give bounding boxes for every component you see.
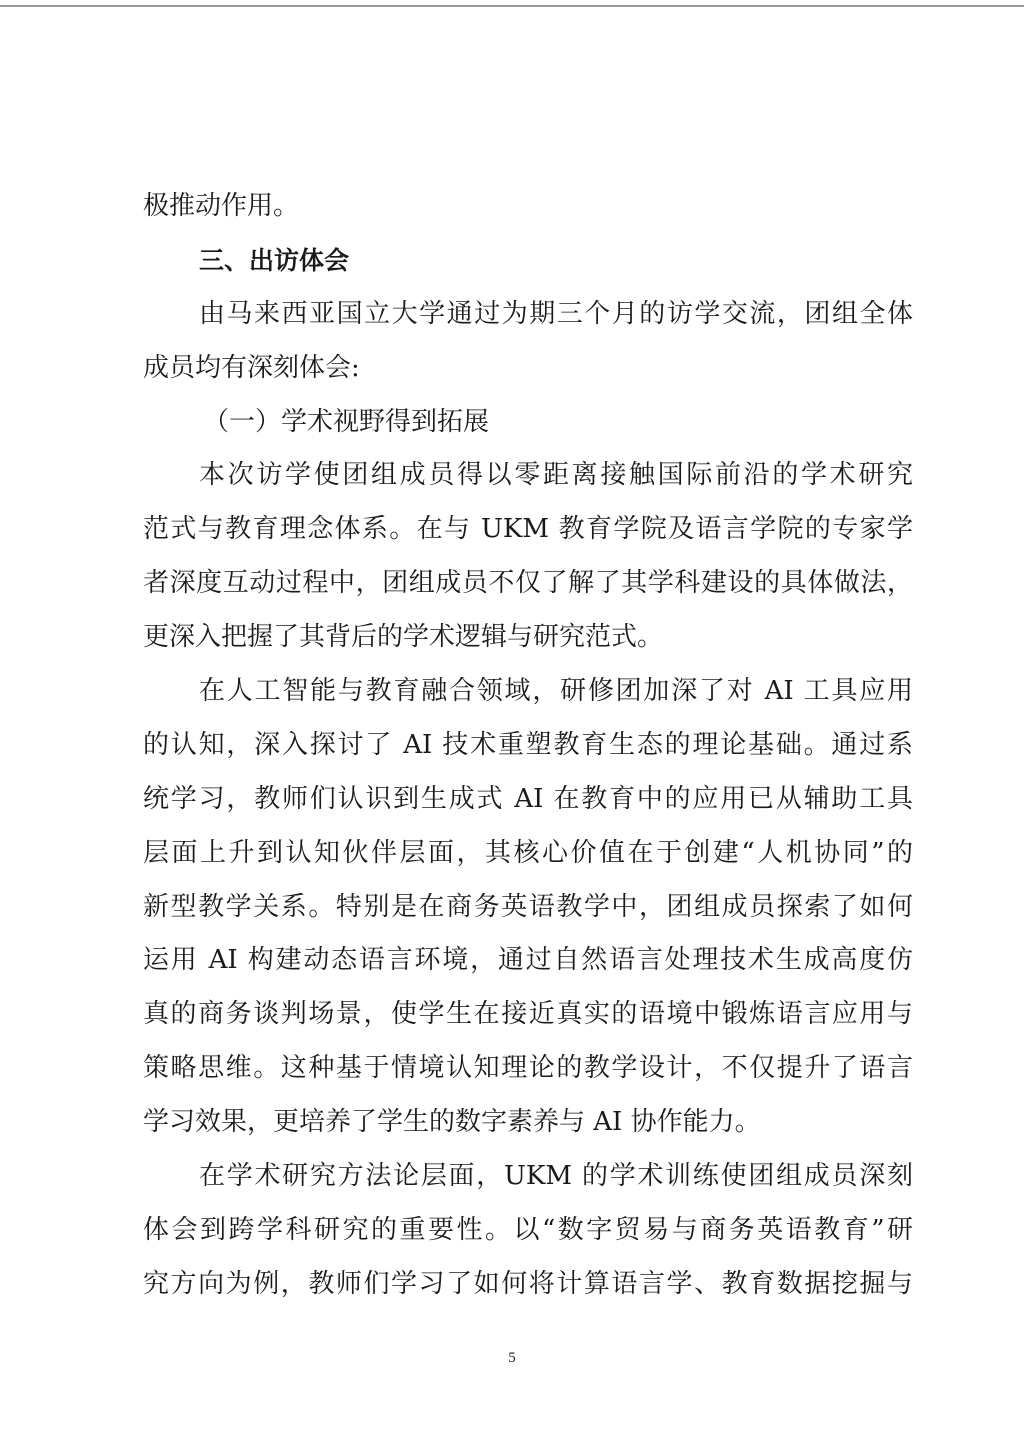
paragraph-line xyxy=(143,1042,913,1096)
paragraph-line xyxy=(143,719,913,773)
paragraph-line xyxy=(143,1258,913,1312)
line-text: 的认知，深入探讨了 AI 技术重塑教育生态的理论基础。通过系 xyxy=(143,729,913,760)
line-text: 成员均有深刻体会: xyxy=(143,352,360,383)
paragraph-line xyxy=(143,557,913,611)
line-text: 层面上升到认知伙伴层面，其核心价值在于创建“人机协同”的 xyxy=(143,837,913,868)
line-text: 本次访学使团组成员得以零距离接触国际前沿的学术研究 xyxy=(199,460,913,491)
line-text: 体会到跨学科研究的重要性。以“数字贸易与商务英语教育”研 xyxy=(143,1214,913,1245)
line-text: 策略思维。这种基于情境认知理论的教学设计，不仅提升了语言 xyxy=(143,1053,913,1084)
line-text: 在人工智能与教育融合领域，研修团加深了对 AI 工具应用 xyxy=(199,676,913,707)
top-border-line xyxy=(0,5,1024,7)
paragraph-line xyxy=(143,773,913,827)
paragraph-line xyxy=(143,934,913,988)
line-text: 运用 AI 构建动态语言环境，通过自然语言处理技术生成高度仿 xyxy=(143,945,913,976)
subsection-heading xyxy=(143,396,913,450)
line-text: 范式与教育理念体系。在与 UKM 教育学院及语言学院的专家学 xyxy=(143,514,913,545)
paragraph-line xyxy=(143,988,913,1042)
paragraph-line xyxy=(143,503,913,557)
paragraph-line xyxy=(143,180,913,234)
section-heading xyxy=(143,234,913,288)
page-number: 5 xyxy=(508,1350,516,1366)
line-text: 新型教学关系。特别是在商务英语教学中，团组成员探索了如何 xyxy=(143,891,913,922)
paragraph-line xyxy=(143,288,913,342)
section-heading-text: 三、出访体会 xyxy=(199,245,350,275)
line-text: 由马来西亚国立大学通过为期三个月的访学交流，团组全体 xyxy=(199,298,913,329)
line-text: 真的商务谈判场景，使学生在接近真实的语境中锻炼语言应用与 xyxy=(143,999,913,1030)
paragraph-line xyxy=(143,1204,913,1258)
paragraph-line xyxy=(143,881,913,935)
paragraph-line xyxy=(143,827,913,881)
paragraph-line xyxy=(143,611,913,665)
paragraph-line xyxy=(143,665,913,719)
line-text: 更深入把握了其背后的学术逻辑与研究范式。 xyxy=(143,622,664,653)
line-text: 在学术研究方法论层面，UKM 的学术训练使团组成员深刻 xyxy=(199,1161,913,1192)
line-text: 者深度互动过程中，团组成员不仅了解了其学科建设的具体做法， xyxy=(143,568,913,599)
line-text: 学习效果，更培养了学生的数字素养与 AI 协作能力。 xyxy=(143,1107,761,1138)
document-body xyxy=(143,180,913,1312)
subsection-heading-text: （一）学术视野得到拓展 xyxy=(203,406,490,437)
line-text: 统学习，教师们认识到生成式 AI 在教育中的应用已从辅助工具 xyxy=(143,783,913,814)
line-text: 极推动作用。 xyxy=(143,191,300,221)
paragraph-line xyxy=(143,342,913,396)
paragraph-line xyxy=(143,449,913,503)
line-text: 究方向为例，教师们学习了如何将计算语言学、教育数据挖掘与 xyxy=(143,1268,913,1299)
paragraph-line xyxy=(143,1096,913,1150)
paragraph-line xyxy=(143,1150,913,1204)
